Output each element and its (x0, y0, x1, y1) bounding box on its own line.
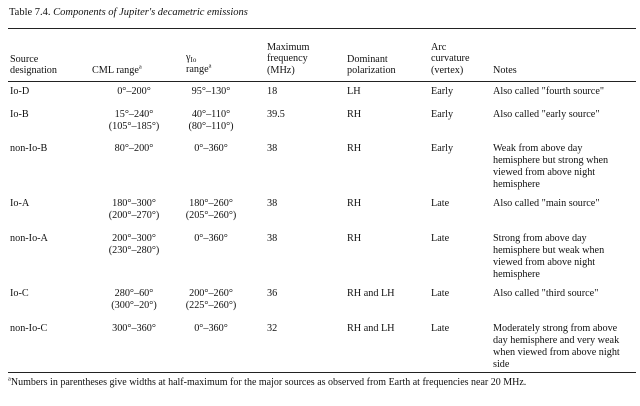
cell-line: viewed from above night (493, 257, 596, 268)
cell-line: non-Io-C (10, 323, 48, 334)
cell-line: 0°–360° (194, 233, 228, 244)
cell-freq (267, 109, 285, 121)
header-arc-line: curvature (431, 53, 470, 65)
cell-line: RH (347, 109, 362, 120)
header-polarization-line: Dominant (347, 54, 388, 65)
cell-line: 80°–200° (114, 143, 154, 154)
cell-arc (431, 86, 453, 98)
cell-line: Late (431, 233, 450, 244)
cell-line: Strong from above day (493, 233, 587, 244)
cell-line: Also called "third source" (493, 288, 599, 299)
header-arc-line: (vertex) (431, 64, 464, 76)
cell-line: viewed from above night (493, 167, 596, 178)
cell-line: side (493, 359, 510, 370)
cell-notes (493, 233, 604, 281)
footnote-marker: a (208, 62, 212, 70)
footnote-marker: a (138, 63, 142, 71)
table-title: Components of Jupiter's decametric emissions (53, 7, 248, 18)
cell-line: (80°–110°) (188, 121, 234, 132)
cell-gamma (174, 109, 248, 133)
header-arc-line: Arc (431, 42, 447, 53)
cell-polar (347, 198, 361, 210)
cell-arc (431, 109, 453, 121)
cell-line: 300°–360° (112, 323, 156, 334)
cell-source (10, 198, 29, 210)
cell-gamma (174, 233, 248, 245)
cell-line: 15°–240° (114, 109, 154, 120)
header-gamma-range: range (186, 64, 209, 76)
cell-line: 18 (267, 86, 278, 97)
cell-line: RH and LH (347, 288, 395, 299)
cell-gamma (174, 288, 248, 312)
cell-freq (267, 198, 277, 210)
cell-line: Weak from above day (493, 143, 583, 154)
cell-source (10, 86, 29, 98)
cell-cml (92, 323, 176, 335)
cell-arc (431, 233, 449, 245)
cell-line: 32 (267, 323, 278, 334)
cell-line: LH (347, 86, 361, 97)
cell-cml (92, 143, 176, 155)
cell-line: Late (431, 323, 450, 334)
cell-line: (225°–260°) (185, 300, 237, 311)
cell-notes (493, 109, 599, 121)
cell-cml (92, 86, 176, 98)
cell-source (10, 233, 48, 245)
header-cml (92, 65, 142, 76)
cell-arc (431, 288, 449, 300)
cell-line: Also called "fourth source" (493, 86, 605, 97)
cell-line: 39.5 (267, 109, 285, 120)
cell-line: non-Io-A (10, 233, 48, 244)
cell-line: 280°–60° (114, 288, 154, 299)
cell-line: RH (347, 198, 362, 209)
cell-arc (431, 323, 449, 335)
cell-line: 40°–110° (191, 109, 231, 120)
header-frequency-line: frequency (267, 53, 308, 65)
cell-notes (493, 288, 598, 300)
header-frequency-line: (MHz) (267, 64, 295, 76)
table-footnote (8, 377, 526, 389)
cell-gamma (174, 323, 248, 335)
cell-line: day hemisphere and very weak (493, 335, 620, 346)
header-polarization-line: polarization (347, 65, 396, 77)
cell-freq (267, 233, 277, 245)
header-source-line: Source (10, 54, 39, 65)
cell-line: Early (431, 86, 454, 97)
cell-line: hemisphere but weak when (493, 245, 605, 256)
cell-line: 200°–260° (189, 288, 233, 299)
cell-gamma (174, 143, 248, 155)
cell-line: Also called "main source" (493, 198, 600, 209)
table-figure (8, 6, 636, 388)
cell-freq (267, 86, 277, 98)
cell-polar (347, 86, 361, 98)
cell-gamma (174, 86, 248, 98)
gamma-subscript: Io (190, 56, 197, 64)
header-source-line: designation (10, 65, 57, 77)
cell-line: (300°–20°) (111, 300, 157, 311)
cell-line: Late (431, 198, 450, 209)
cell-cml (92, 109, 176, 133)
cell-cml (92, 288, 176, 312)
cell-line: (230°–280°) (108, 245, 160, 256)
cell-line: hemisphere (493, 269, 540, 280)
bottom-rule (8, 372, 636, 373)
cell-line: Moderately strong from above (493, 323, 618, 334)
cell-line: 95°–130° (191, 86, 231, 97)
cell-line: RH (347, 143, 362, 154)
cell-line: 180°–300° (112, 198, 156, 209)
header-cml-text: CML range (92, 65, 139, 76)
cell-line: 0°–200° (117, 86, 151, 97)
cell-line: 0°–360° (194, 323, 228, 334)
cell-source (10, 323, 47, 335)
header-rule (8, 81, 636, 82)
footnote-marker: a (8, 375, 11, 383)
header-frequency-line: Maximum (267, 42, 310, 53)
header-polarization (347, 54, 396, 77)
cell-notes (493, 198, 599, 210)
cell-freq (267, 288, 277, 300)
cell-line: RH (347, 233, 362, 244)
cell-line: when viewed from above night (493, 347, 620, 358)
cell-source (10, 109, 29, 121)
cell-line: Io-C (10, 288, 29, 299)
cell-notes (493, 323, 620, 371)
cell-source (10, 143, 47, 155)
cell-notes (493, 86, 604, 98)
cell-line: non-Io-B (10, 143, 48, 154)
cell-line: 38 (267, 143, 278, 154)
header-arc (431, 42, 469, 76)
cell-freq (267, 323, 277, 335)
cell-line: Early (431, 109, 454, 120)
cell-line: Late (431, 288, 450, 299)
cell-line: 38 (267, 198, 278, 209)
cell-polar (347, 323, 395, 335)
top-rule (8, 28, 636, 29)
header-source (10, 54, 57, 77)
cell-arc (431, 198, 449, 210)
cell-gamma (174, 198, 248, 222)
cell-line: hemisphere but strong when (493, 155, 609, 166)
cell-source (10, 288, 29, 300)
cell-line: RH and LH (347, 323, 395, 334)
cell-freq (267, 143, 277, 155)
cell-polar (347, 109, 361, 121)
cell-line: Io-A (10, 198, 30, 209)
table-caption (9, 6, 636, 19)
cell-line: hemisphere (493, 179, 540, 190)
cell-line: 36 (267, 288, 278, 299)
cell-line: Io-B (10, 109, 29, 120)
table-label: Table 7.4. (9, 7, 51, 18)
cell-line: Early (431, 143, 454, 154)
cell-cml (92, 198, 176, 222)
cell-polar (347, 233, 361, 245)
cell-line: 0°–360° (194, 143, 228, 154)
cell-line: Also called "early source" (493, 109, 600, 120)
cell-cml (92, 233, 176, 257)
cell-line: (205°–260°) (185, 210, 237, 221)
header-gamma (186, 52, 212, 76)
cell-line: 180°–260° (189, 198, 233, 209)
gamma-symbol: γ (186, 52, 191, 63)
cell-line: Io-D (10, 86, 30, 97)
cell-notes (493, 143, 608, 191)
cell-line: 38 (267, 233, 278, 244)
header-frequency (267, 42, 309, 76)
cell-polar (347, 143, 361, 155)
footnote-text: Numbers in parentheses give widths at half-maximum for the major sources as observed from Earth at frequencies near 20 MHz. (10, 377, 527, 388)
cell-arc (431, 143, 453, 155)
cell-polar (347, 288, 395, 300)
cell-line: 200°–300° (112, 233, 156, 244)
header-notes: Notes (493, 65, 517, 76)
cell-line: (105°–185°) (108, 121, 160, 132)
cell-line: (200°–270°) (108, 210, 160, 221)
